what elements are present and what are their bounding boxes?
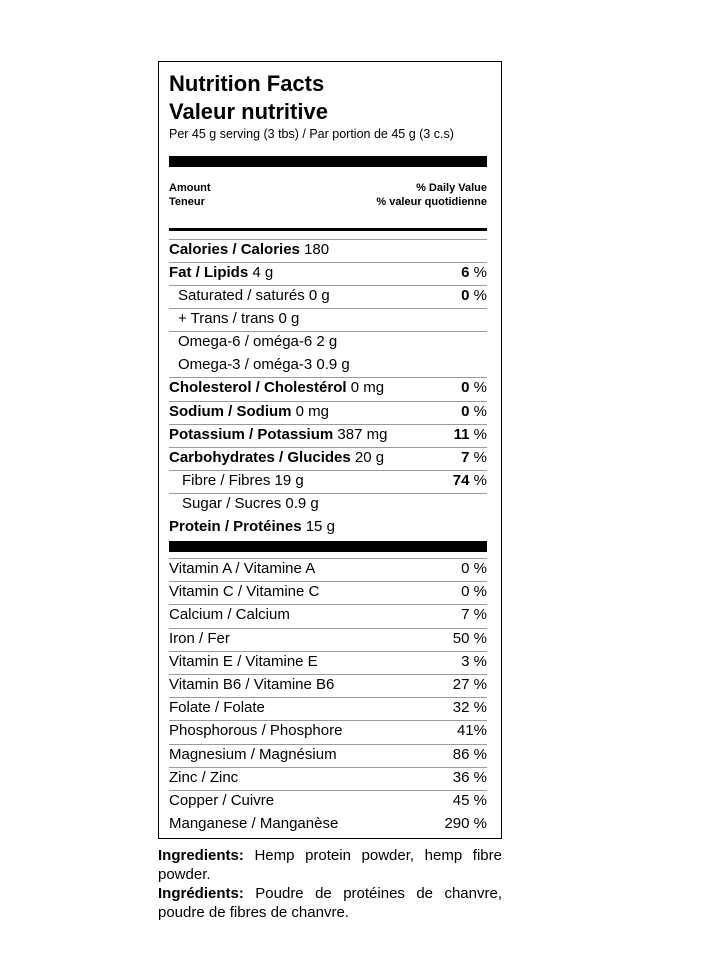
vitamin-row bbox=[169, 720, 487, 740]
daily-value-percent bbox=[453, 470, 487, 492]
thick-divider bbox=[169, 156, 487, 167]
daily-value-percent bbox=[461, 401, 487, 423]
nutrient-amount: 0 mg bbox=[350, 379, 385, 396]
nutrient-label: Cholesterol / Cholestérol bbox=[169, 379, 347, 396]
vitamin-label: Copper / Cuivre bbox=[169, 792, 275, 809]
vitamin-percent: 86 % bbox=[452, 745, 487, 763]
nutrient-amount: 0 mg bbox=[295, 403, 330, 420]
vitamin-row bbox=[169, 604, 487, 624]
ingredients-text-fr: Poudre de protéines de chanvre, poudre de fibres de chanvre. bbox=[158, 885, 502, 921]
vitamin-percent: 27 % bbox=[452, 676, 487, 693]
calories-label: Calories / Calories bbox=[169, 241, 300, 258]
nutrient-label: Protein / Protéines bbox=[169, 518, 302, 535]
nutrient-name bbox=[178, 331, 337, 353]
nutrient-name bbox=[182, 493, 319, 515]
nutrient-row bbox=[169, 470, 487, 489]
nutrient-amount: 20 g bbox=[354, 449, 385, 466]
ingredients-french bbox=[158, 884, 502, 922]
nutrient-amount: 15 g bbox=[305, 518, 335, 535]
vitamin-row bbox=[169, 674, 487, 693]
nutrient-row bbox=[169, 285, 487, 304]
vitamin-percent: 41% bbox=[456, 722, 487, 740]
nutrient-label: Fibre / Fibres 19 g bbox=[182, 472, 304, 489]
nutrient-row bbox=[169, 493, 487, 512]
nutrient-name bbox=[169, 401, 329, 423]
nutrient-label: Omega-3 / oméga-3 0.9 g bbox=[178, 356, 350, 373]
vitamin-row bbox=[169, 581, 487, 601]
daily-value-number: 7 bbox=[461, 449, 470, 466]
nutrient-name bbox=[169, 447, 384, 469]
title-english: Nutrition Facts bbox=[169, 71, 325, 96]
ingredients-label-fr: Ingrédients: bbox=[158, 885, 244, 902]
ingredients-english bbox=[158, 846, 502, 884]
percent-sign: % bbox=[469, 379, 487, 396]
daily-value-percent bbox=[461, 377, 487, 399]
percent-sign: % bbox=[469, 426, 487, 443]
percent-sign: % bbox=[469, 403, 487, 420]
nutrient-label: Carbohydrates / Glucides bbox=[169, 449, 351, 466]
daily-value-percent bbox=[461, 262, 487, 284]
nutrient-row bbox=[169, 401, 487, 420]
vitamin-label: Manganese / Manganèse bbox=[169, 815, 339, 833]
vitamin-row bbox=[169, 651, 487, 670]
nutrient-label: Omega-6 / oméga-6 2 g bbox=[178, 333, 338, 350]
nutrient-name bbox=[178, 308, 299, 330]
nutrient-name bbox=[169, 516, 335, 538]
nutrient-row bbox=[169, 308, 487, 327]
nutrient-name bbox=[182, 470, 304, 492]
vitamin-label: Zinc / Zinc bbox=[169, 768, 239, 786]
nutrition-facts-panel bbox=[158, 61, 502, 839]
vitamin-percent: 3 % bbox=[461, 652, 487, 670]
calories-value: 180 bbox=[304, 241, 330, 258]
vitamin-percent: 45 % bbox=[452, 792, 487, 809]
ingredients-label-en: Ingredients: bbox=[158, 847, 244, 864]
nutrient-label: Sugar / Sucres 0.9 g bbox=[182, 495, 319, 512]
header-amount-en: Amount bbox=[169, 182, 211, 194]
vitamin-percent: 36 % bbox=[452, 768, 487, 786]
daily-value-number: 0 bbox=[461, 403, 470, 420]
vitamin-percent: 0 % bbox=[461, 583, 487, 601]
vitamin-percent: 290 % bbox=[444, 815, 487, 833]
daily-value-percent bbox=[461, 285, 487, 307]
daily-value-number: 11 bbox=[453, 426, 470, 443]
header-amount-fr: Teneur bbox=[169, 196, 205, 208]
percent-sign: % bbox=[469, 449, 487, 466]
nutrient-row bbox=[169, 377, 487, 396]
vitamin-label: Vitamin C / Vitamine C bbox=[169, 583, 320, 601]
nutrient-name bbox=[178, 354, 350, 376]
vitamin-label: Phosphorous / Phosphore bbox=[169, 722, 343, 740]
thick-divider-vitamins bbox=[169, 541, 487, 552]
vitamin-label: Magnesium / Magnésium bbox=[169, 745, 337, 763]
nutrient-row bbox=[169, 424, 487, 443]
ingredients-text-en: Hemp protein powder, hemp fibre powder. bbox=[158, 847, 502, 883]
nutrient-row bbox=[169, 447, 487, 466]
daily-value-number: 0 bbox=[461, 287, 470, 304]
header-dv-en: % Daily Value bbox=[416, 182, 487, 194]
vitamin-label: Vitamin E / Vitamine E bbox=[169, 652, 318, 670]
daily-value-percent bbox=[461, 447, 487, 469]
nutrient-name bbox=[169, 424, 387, 446]
nutrient-amount: 4 g bbox=[252, 264, 274, 281]
vitamin-percent: 50 % bbox=[452, 629, 487, 647]
percent-sign: % bbox=[469, 264, 487, 281]
nutrient-label: Fat / Lipids bbox=[169, 264, 249, 281]
title-french: Valeur nutritive bbox=[169, 99, 328, 124]
nutrient-name bbox=[169, 377, 384, 399]
vitamin-percent: 0 % bbox=[461, 560, 487, 577]
percent-sign: % bbox=[469, 287, 487, 304]
vitamin-percent: 32 % bbox=[452, 699, 487, 717]
vitamin-label: Iron / Fer bbox=[169, 629, 230, 647]
vitamin-label: Calcium / Calcium bbox=[169, 606, 290, 624]
nutrient-label: + Trans / trans 0 g bbox=[178, 310, 300, 327]
nutrient-row bbox=[169, 262, 487, 281]
vitamin-row bbox=[169, 767, 487, 786]
ingredients-section bbox=[158, 846, 502, 922]
nutrient-label: Sodium / Sodium bbox=[169, 403, 292, 420]
daily-value-number: 74 bbox=[452, 472, 470, 489]
vitamin-label: Vitamin A / Vitamine A bbox=[169, 560, 316, 577]
daily-value-number: 6 bbox=[461, 264, 470, 281]
vitamin-label: Folate / Folate bbox=[169, 699, 265, 717]
daily-value-number: 0 bbox=[461, 379, 470, 396]
nutrient-row bbox=[169, 331, 487, 350]
nutrient-label: Saturated / saturés 0 g bbox=[178, 287, 330, 304]
vitamin-row bbox=[169, 697, 487, 717]
serving-size: Per 45 g serving (3 tbs) / Par portion de 45 g (3 c.s) bbox=[169, 127, 454, 141]
vitamin-row bbox=[169, 790, 487, 809]
vitamin-label: Vitamin B6 / Vitamine B6 bbox=[169, 676, 335, 693]
calories-row bbox=[169, 239, 487, 258]
header-dv-fr: % valeur quotidienne bbox=[376, 196, 487, 208]
daily-value-percent bbox=[454, 424, 487, 446]
nutrient-name bbox=[169, 262, 273, 284]
vitamin-row bbox=[169, 558, 487, 577]
vitamin-row bbox=[169, 744, 487, 763]
medium-divider bbox=[169, 228, 487, 231]
percent-sign: % bbox=[469, 472, 487, 489]
nutrient-amount: 387 mg bbox=[337, 426, 388, 443]
nutrient-name bbox=[178, 285, 330, 307]
nutrient-label: Potassium / Potassium bbox=[169, 426, 334, 443]
vitamin-percent: 7 % bbox=[461, 606, 487, 624]
vitamin-row bbox=[169, 628, 487, 647]
